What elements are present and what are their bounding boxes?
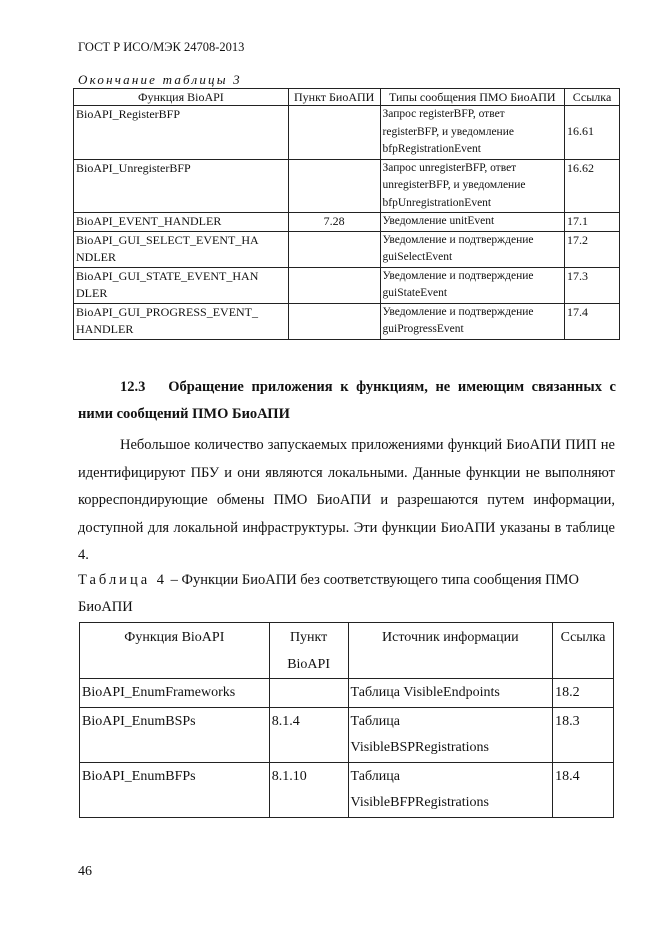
table4-cell-clause: 8.1.10 [269, 762, 348, 817]
table3-cell-ref: 17.4 [565, 303, 620, 339]
table4-source-text: Таблица VisibleBSPRegistrations [350, 713, 489, 755]
document-header: ГОСТ Р ИСО/МЭК 24708-2013 [78, 40, 245, 54]
table3-cell-messages: Запрос registerBFP, ответ registerBFP, и уведомление bfpRegistrationEvent [380, 106, 565, 160]
table4-cell-source [348, 762, 553, 817]
table-row [74, 267, 620, 303]
table4-caption [78, 567, 615, 621]
table3-header-row [74, 89, 620, 106]
table3-cell-function: BioAPI_EVENT_HANDLER [74, 213, 289, 232]
table-row [74, 159, 620, 213]
table3-cell-messages: Запрос unregisterBFP, ответ unregisterBFP, и уведомление bfpUnregistrationEvent [380, 159, 565, 213]
section-number: 12.3 [120, 379, 146, 395]
section-title-part1: Обращение приложения к функциям, не имеющим связанных с [168, 379, 616, 395]
table3-cell-messages: Уведомление unitEvent [380, 213, 565, 232]
table-row [74, 303, 620, 339]
table4-cell-clause: 8.1.4 [269, 707, 348, 762]
page-number: 46 [78, 864, 92, 879]
table3-cell-function: BioAPI_RegisterBFP [74, 106, 289, 160]
section-title-part2: ними сообщений ПМО БиоАПИ [78, 406, 290, 422]
table4-cell-ref: 18.2 [553, 679, 614, 708]
table-row [80, 762, 614, 817]
table4-header-cell [269, 623, 348, 679]
table3-cell-clause [288, 303, 380, 339]
table-row [80, 707, 614, 762]
table4-cell-function: BioAPI_EnumFrameworks [80, 679, 270, 708]
body-paragraph: Небольшое количество запускаемых приложениями функций БиоАПИ ПИП не идентифицируют ПБУ и они являются локальными. Данные функции не выполняют корреспондирующие обмены ПМО БиоАПИ и разрешаются путем информации, доступной для локальной инфраструктуры. Эти функции БиоАПИ указаны в таблице 4. [78, 437, 615, 563]
table4 [79, 622, 614, 818]
table3-cell-function: BioAPI_GUI_PROGRESS_EVENT_ HANDLER [74, 303, 289, 339]
table3-cell-function: BioAPI_GUI_SELECT_EVENT_HA NDLER [74, 231, 289, 267]
table-row [74, 213, 620, 232]
table4-cell-source [348, 707, 553, 762]
table3-cell-clause [288, 267, 380, 303]
table4-caption-label: Таблица 4 [78, 572, 168, 588]
table3 [73, 88, 620, 340]
table3-cell-ref: 16.62 [565, 159, 620, 213]
table4-cell-function: BioAPI_EnumBSPs [80, 707, 270, 762]
table3-continuation-label: Окончание таблицы 3 [78, 72, 242, 87]
table3-cell-messages: Уведомление и подтверждение guiStateEvent [380, 267, 565, 303]
table4-header-cell: Ссылка [553, 623, 614, 679]
section-heading [78, 374, 616, 428]
table3-cell-ref: 16.61 [565, 106, 620, 160]
table4-header-row [80, 623, 614, 679]
table3-cell-messages: Уведомление и подтверждение guiSelectEvent [380, 231, 565, 267]
table3-cell-function: BioAPI_GUI_STATE_EVENT_HAN DLER [74, 267, 289, 303]
table4-source-text: Таблица VisibleBFPRegistrations [350, 768, 489, 810]
table3-header-cell: Функция BioAPI [74, 89, 289, 106]
table3-cell-messages: Уведомление и подтверждение guiProgressEvent [380, 303, 565, 339]
table-row [74, 106, 620, 160]
table3-cell-ref: 17.3 [565, 267, 620, 303]
table4-header-cell: Источник информации [348, 623, 553, 679]
table4-cell-function: BioAPI_EnumBFPs [80, 762, 270, 817]
table3-cell-clause [288, 106, 380, 160]
table3-cell-clause [288, 159, 380, 213]
table4-header-cell: Функция BioAPI [80, 623, 270, 679]
table3-header-cell: Ссылка [565, 89, 620, 106]
table4-cell-ref: 18.3 [553, 707, 614, 762]
table3-cell-function: BioAPI_UnregisterBFP [74, 159, 289, 213]
table3-cell-ref: 17.1 [565, 213, 620, 232]
table4-cell-source: Таблица VisibleEndpoints [348, 679, 553, 708]
table4-header-clause: Пункт BioAPI [287, 630, 330, 672]
table-row [80, 679, 614, 708]
table4-cell-ref: 18.4 [553, 762, 614, 817]
table3-header-cell: Типы сообщения ПМО БиоАПИ [380, 89, 565, 106]
table3-cell-clause [288, 231, 380, 267]
table3-cell-clause: 7.28 [288, 213, 380, 232]
table4-caption-text: – Функции БиоАПИ без соответствующего типа сообщения ПМО БиоАПИ [78, 572, 579, 615]
table-row [74, 231, 620, 267]
section-heading-line1 [78, 374, 616, 401]
table3-header-cell: Пункт БиоАПИ [288, 89, 380, 106]
table3-cell-ref: 17.2 [565, 231, 620, 267]
table4-cell-clause [269, 679, 348, 708]
